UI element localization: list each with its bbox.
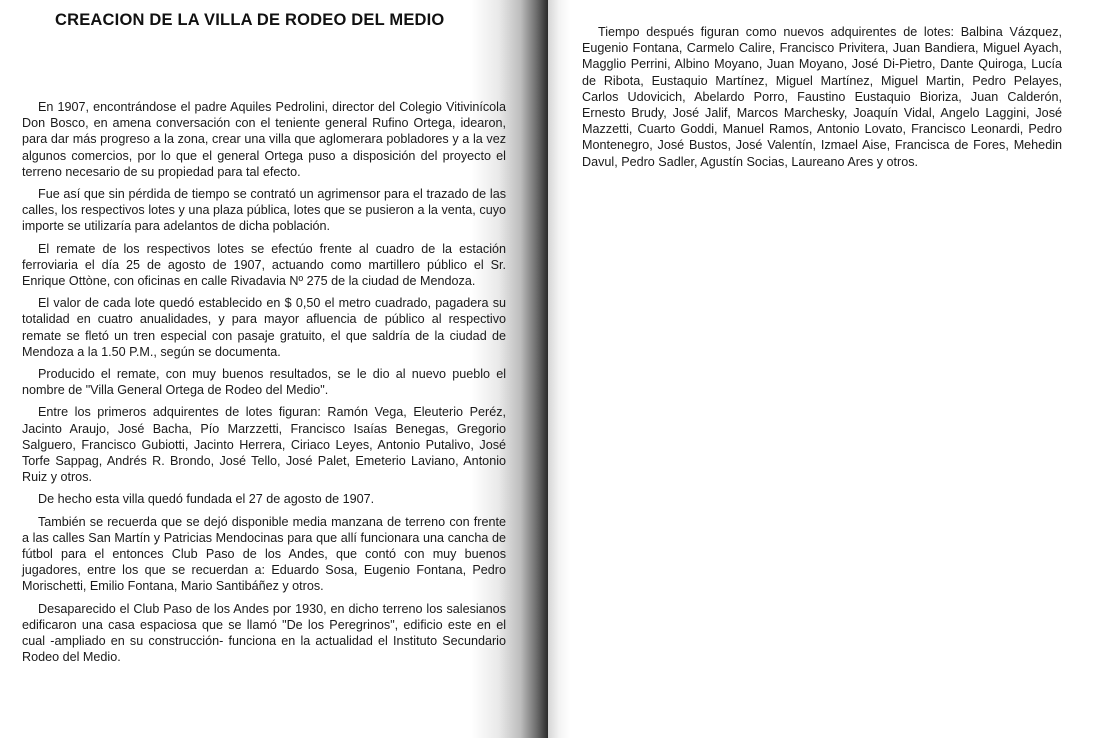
left-page [0,0,548,738]
paragraph: En 1907, encontrándose el padre Aquiles Pedrolini, director del Colegio Vitivinícola Don Bosco, en amena conversación con el teniente general Rufino Ortega, idearon, para dar más progreso a la zona, crear una villa que aglomerara pobladores y a la vez algunos comercios, por lo que el general Ortega puso a disposición del proyecto el terreno necesario de su propiedad para tal efecto. [22,100,506,179]
page-title: CREACION DE LA VILLA DE RODEO DEL MEDIO [55,11,445,29]
left-text-column [22,99,506,672]
paragraph: El valor de cada lote quedó establecido en $ 0,50 el metro cuadrado, pagadera su totalidad en cuatro anualidades, y para mayor afluencia de público al respectivo remate se fletó un tren especial con pasaje gratuito, el que saldría de la ciudad de Mendoza a la 1.50 P.M., según se documenta. [22,296,506,359]
paragraph: Tiempo después figuran como nuevos adquirentes de lotes: Balbina Vázquez, Eugenio Fontana, Carmelo Calire, Francisco Privitera, Juan Bandiera, Miguel Ayach, Magglio Perrini, Albino Moyano, Juan Moyano, José Di-Pietro, Dante Quiroga, Lucía de Ribota, Eustaquio Martínez, Miguel Martínez, Miguel Martin, Pedro Pelayes, Carlos Udovicich, Abelardo Porro, Faustino Eustaquio Bioriza, Juan Calderón, Ernesto Brudy, José Jalif, Marcos Marchesky, Joaquín Vidal, Angelo Laggini, José Mazzetti, Cuarto Goddi, Manuel Ramos, Antonio Lovato, Francisco Leonardi, Pedro Montenegro, José Bustos, José Valentín, Izmael Aise, Francisca de Fores, Mehedin Davul, Pedro Sadler, Agustín Socias, Laureano Ares y otros. [582,25,1062,169]
paragraph: Desaparecido el Club Paso de los Andes por 1930, en dicho terreno los salesianos edificaron una casa espaciosa que se llamó "De los Peregrinos", edificio este en el cual -ampliado en su construcción- funciona en la actualidad el Instituto Secundario Rodeo del Medio. [22,601,506,665]
right-text-column [582,24,1062,176]
paragraph: El remate de los respectivos lotes se efectúo frente al cuadro de la estación ferroviaria el día 25 de agosto de 1907, actuando como martillero público el Sr. Enrique Ottòne, con oficinas en calle Rivadavia Nº 275 de la ciudad de Mendoza. [22,241,506,289]
paragraph: Fue así que sin pérdida de tiempo se contrató un agrimensor para el trazado de las calles, los respectivos lotes y una plaza pública, lotes que se pusieron a la venta, cuyo importe se utilizaría para adelantos de dicha población. [22,187,506,234]
paragraph: También se recuerda que se dejó disponible media manzana de terreno con frente a las calles San Martín y Patricias Mendocinas para que allí funcionara una cancha de fútbol para el entonces Club Paso de los Andes, que contó con muy buenos jugadores, entre los que se recuerdan a: Eduardo Sosa, Eugenio Fontana, Pedro Morischetti, Emilio Fontana, Mario Santibáñez y otros. [22,514,506,594]
paragraph: Producido el remate, con muy buenos resultados, se le dio al nuevo pueblo el nombre de "Villa General Ortega de Rodeo del Medio". [22,367,506,398]
paragraph: De hecho esta villa quedó fundada el 27 de agosto de 1907. [38,492,375,507]
paragraph: Entre los primeros adquirentes de lotes figuran: Ramón Vega, Eleuterio Peréz, Jacinto Araujo, José Bacha, Pío Marzzetti, Francisco Isaías Benegas, Gregorio Salguero, Francisco Gubiotti, Jacinto Herrera, Ciriaco Leyes, Antonio Putalivo, José Torfe Sappag, Andrés R. Brondo, José Tello, José Palet, Emeterio Laviano, Antonio Ruiz y otros. [22,405,506,485]
